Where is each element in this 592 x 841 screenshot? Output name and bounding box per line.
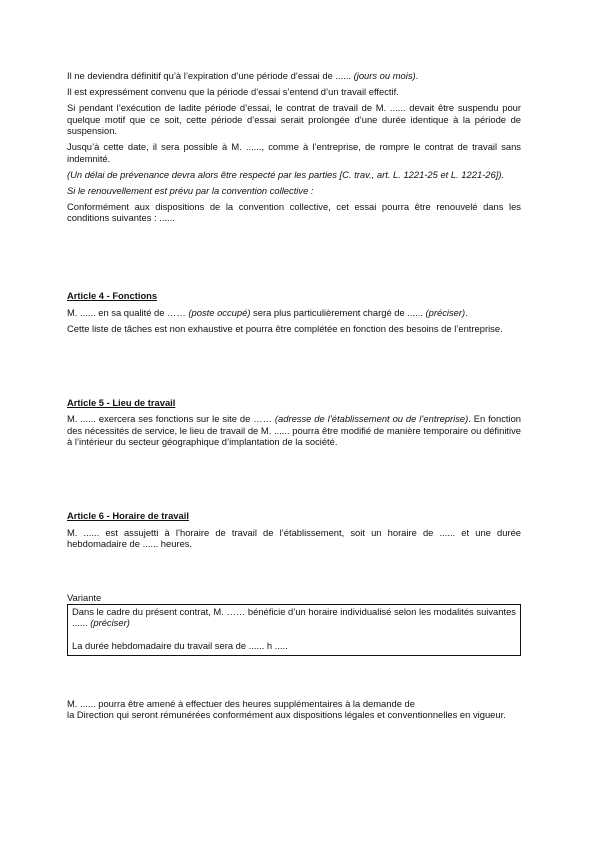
- renewal-condition-note: Si le renouvellement est prévu par la convention collective :: [67, 184, 314, 196]
- probation-suspension-paragraph: Si pendant l’exécution de ladite période d’essai, le contrat de travail de M. ...... devait être suspendu pour quelque motif que ce soit, cette période d’essai serait prolongée d’une durée identique à la période de suspension.: [67, 102, 521, 136]
- placeholder-hint: (préciser): [425, 306, 466, 318]
- text: .: [415, 70, 419, 81]
- placeholder-hint: (poste occupé): [188, 306, 251, 318]
- variante-individual-schedule: [72, 606, 516, 629]
- variante-label: Variante: [67, 592, 102, 603]
- probation-effective-work-paragraph: Il est expressément convenu que la période d’essai s’entend d’un travail effectif.: [67, 86, 399, 97]
- spacer: [67, 228, 521, 290]
- placeholder-hint: (jours ou mois): [353, 70, 416, 81]
- text: Dans le cadre du présent contrat, M. …… bénéficie d’un horaire individualisé selon les modalités suivantes ......: [72, 605, 516, 628]
- text: .: [465, 306, 468, 318]
- text: M. ...... en sa qualité de ……: [67, 306, 189, 318]
- renewal-paragraph: Conformément aux dispositions de la convention collective, cet essai pourra être renouvelé dans les conditions suivantes : ......: [67, 200, 521, 223]
- spacer: [72, 629, 516, 641]
- article-5-title: Article 5 - Lieu de travail: [67, 396, 176, 408]
- spacer: [67, 452, 521, 510]
- notice-period-note: (Un délai de prévenance devra alors être respecté par les parties [C. trav., art. L. 1221-25 et L. 1221-26]).: [67, 168, 505, 180]
- text: . En fonction des nécessités de service, le lieu de travail de M. ...... pourra être modifié de manière temporaire ou définitive à l’intérieur du secteur géographique d’implantation de la société.: [67, 413, 521, 447]
- article-6-schedule-paragraph: M. ...... est assujetti à l’horaire de travail de l’établissement, soit un horaire de ...... et une durée hebdomadaire de ...... heures.: [67, 526, 521, 549]
- spacer: [67, 554, 521, 592]
- variante-box: [67, 604, 521, 656]
- overtime-line-2: la Direction qui seront rémunérées conformément aux dispositions légales et conventionnelles en vigueur.: [67, 709, 506, 720]
- variante-weekly-hours: La durée hebdomadaire du travail sera de ...... h .....: [72, 640, 288, 651]
- text: Il ne deviendra définitif qu’à l’expiration d’une période d’essai de ......: [67, 70, 354, 81]
- overtime-line-1: M. ...... pourra être amené à effectuer des heures supplémentaires à la demande de: [67, 697, 415, 709]
- article-6-title: Article 6 - Horaire de travail: [67, 510, 189, 521]
- probation-termination-paragraph: Jusqu’à cette date, il sera possible à M. ......, comme à l’entreprise, de rompre le contrat de travail sans indemnité.: [67, 141, 521, 164]
- placeholder-hint: (adresse de l’établissement ou de l’entreprise): [274, 413, 469, 424]
- contract-page: [67, 70, 521, 725]
- article-5-location-paragraph: [67, 413, 521, 448]
- article-4-tasks-paragraph: Cette liste de tâches est non exhaustive et pourra être complétée en fonction des besoins de l’entreprise.: [67, 322, 503, 334]
- article-4-title: Article 4 - Fonctions: [67, 290, 158, 301]
- text: M. ...... exercera ses fonctions sur le site de ……: [67, 413, 275, 424]
- article-4-duties-paragraph: [67, 307, 521, 319]
- spacer: [67, 339, 521, 397]
- text: sera plus particulièrement chargé de ......: [250, 306, 426, 318]
- placeholder-hint: (préciser): [90, 617, 130, 628]
- probation-definitive-paragraph: [67, 70, 521, 82]
